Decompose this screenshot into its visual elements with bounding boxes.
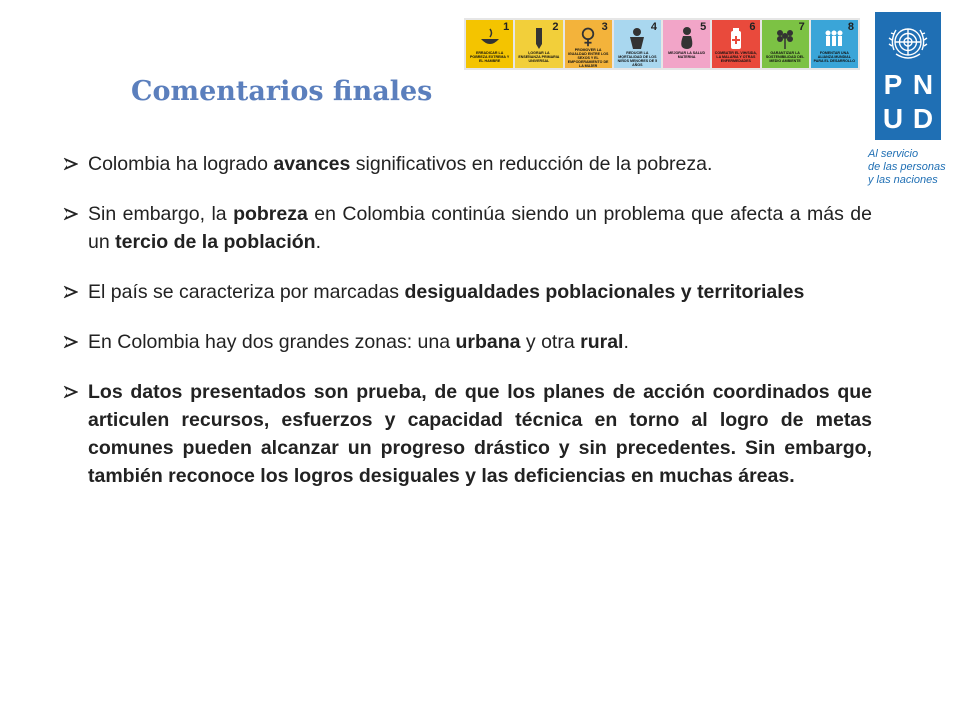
pnud-tagline	[868, 148, 954, 187]
bullet-item	[60, 278, 872, 306]
mdg-goal-2	[515, 20, 562, 68]
bullet-text: En Colombia hay dos grandes zonas: una	[88, 331, 456, 353]
bullet-item	[60, 328, 872, 356]
gender-icon	[575, 25, 601, 48]
mdg-goal-7	[762, 20, 809, 68]
bullet-text-bold: urbana	[455, 331, 521, 353]
bullet-item	[60, 200, 872, 256]
bullet-item	[60, 378, 872, 490]
tagline-line: Al servicio	[868, 148, 919, 160]
mdg-goal-number: 2	[552, 21, 559, 33]
child-icon	[624, 25, 650, 51]
slide-title: Comentarios finales	[131, 76, 433, 107]
un-emblem-icon	[884, 18, 932, 66]
bullet-text: .	[315, 231, 321, 253]
bowl-icon	[477, 25, 503, 51]
arrow-bullet-icon	[62, 156, 80, 172]
bullet-text: Sin embargo, la	[88, 203, 234, 225]
mdg-goal-caption: LOGRAR LA ENSEÑANZA PRIMARIA UNIVERSAL	[518, 51, 560, 63]
bullet-text-bold: avances	[273, 153, 351, 175]
bullet-text: significativos en reducción de la pobreza.	[350, 153, 713, 175]
flower-icon	[772, 25, 798, 51]
mdg-goal-5	[663, 20, 710, 68]
mdg-goal-caption: FOMENTAR UNA ALIANZA MUNDIAL PARA EL DESARROLLO	[813, 51, 856, 63]
pnud-logo	[875, 12, 941, 140]
mdg-goal-1	[466, 20, 513, 68]
bullet-text-bold: tercio de la población	[115, 231, 316, 253]
bullet-text: .	[623, 331, 629, 353]
mother-icon	[674, 25, 700, 51]
bullet-text-bold: desigualdades poblacionales y territoriales	[404, 281, 805, 303]
mdg-goal-caption: PROMOVER LA IGUALDAD ENTRE LOS SEXOS Y EL EMPODERAMIENTO DE LA MUJER	[567, 48, 609, 68]
arrow-bullet-icon	[62, 334, 80, 350]
people-icon	[821, 25, 847, 51]
mdg-goal-caption: REDUCIR LA MORTALIDAD DE LOS NIÑOS MENORES DE 5 AÑOS	[617, 51, 658, 67]
mdg-goal-caption: MEJORAR LA SALUD MATERNA	[668, 51, 706, 59]
pnud-letter-u: U	[882, 103, 904, 134]
mdg-goal-4	[614, 20, 661, 68]
pnud-letter-d: D	[912, 103, 934, 134]
mdg-goal-number: 3	[601, 21, 608, 33]
mdg-goal-number: 1	[503, 21, 510, 33]
mdg-goal-number: 4	[650, 21, 657, 33]
mdg-goal-number: 7	[798, 21, 805, 33]
mdg-icons-strip	[464, 18, 860, 70]
bullet-item	[60, 150, 872, 178]
pencil-icon	[526, 25, 552, 51]
arrow-bullet-icon	[62, 384, 80, 400]
bullet-text: y otra	[520, 331, 581, 353]
mdg-goal-8	[811, 20, 858, 68]
mdg-goal-6	[712, 20, 759, 68]
bullet-text-bold: rural	[580, 331, 624, 353]
bullet-text: Colombia ha logrado	[88, 153, 274, 175]
mdg-goal-caption: GARANTIZAR LA SOSTENIBILIDAD DEL MEDIO AMBIENTE	[765, 51, 805, 63]
tagline-line: de las personas	[868, 161, 946, 173]
arrow-bullet-icon	[62, 284, 80, 300]
bullet-text-bold: Los datos presentados son prueba, de que los planes de acción coordinados que articulen recursos, esfuerzos y capacidad técnica en torno al logro de metas comunes pueden alcanzar un progreso drástico y sin precedentes. Sin embargo, también reconoce los logros desiguales y las deficiencias en muchas áreas.	[88, 381, 872, 487]
mdg-goal-number: 8	[847, 21, 854, 33]
arrow-bullet-icon	[62, 206, 80, 222]
tagline-line: y las naciones	[868, 174, 938, 186]
pnud-letter-n: N	[912, 69, 934, 100]
medicine-icon	[723, 25, 749, 51]
bullet-list	[60, 150, 872, 512]
mdg-goal-number: 6	[749, 21, 756, 33]
mdg-goal-3	[565, 20, 612, 68]
mdg-goal-caption: COMBATIR EL VIH/SIDA, LA MALARIA Y OTRAS ENFERMEDADES	[714, 51, 757, 63]
pnud-letter-p: P	[883, 69, 903, 100]
mdg-goal-number: 5	[700, 21, 707, 33]
bullet-text: en Colombia continúa siendo un problema que afecta a más de un	[88, 203, 872, 253]
bullet-text: El país se caracteriza por marcadas	[88, 281, 405, 303]
bullet-text-bold: pobreza	[233, 203, 308, 225]
mdg-goal-caption: ERRADICAR LA POBREZA EXTREMA Y EL HAMBRE	[470, 51, 510, 63]
